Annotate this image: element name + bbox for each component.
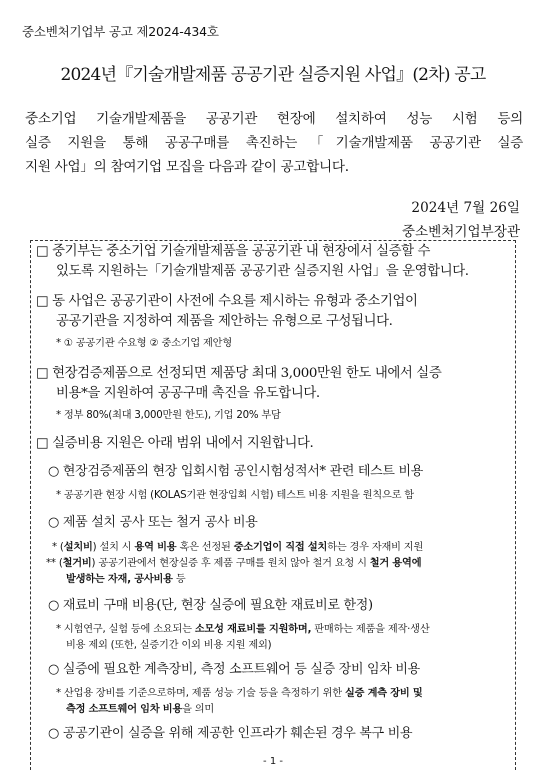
item-line: 있도록 지원하는「기술개발제품 공공기관 실증지원 사업」을 운영합니다. <box>56 264 469 279</box>
section-item <box>36 292 514 332</box>
page-number: - 1 - <box>263 756 283 767</box>
note-text: * 산업용 장비를 기준으로하며, 제품 성능 기술 등을 측정하기 위한 <box>56 688 345 699</box>
issuing-organization: 중소벤처기업부장관 <box>401 224 520 240</box>
section-item <box>36 364 514 404</box>
sub-item-note: * 공공기관 현장 시험 (KOLAS기관 현장입회 시험) 테스트 비용 지원을 원칙으로 함 <box>56 490 414 501</box>
item-note: * ① 공공기관 수요형 ② 중소기업 제안형 <box>56 338 232 349</box>
intro-paragraph <box>25 107 523 179</box>
note-text: 판매하는 제품을 제작·생산 <box>311 624 430 635</box>
note-text: * ( <box>52 542 64 553</box>
note-bold: 중소기업이 직접 설치 <box>233 542 328 553</box>
sub-item: ○ 제품 설치 공사 또는 철거 공사 비용 <box>48 515 258 530</box>
sub-item: ○ 현장검증제품의 현장 입회시험 공인시험성적서* 관련 테스트 비용 <box>48 464 424 479</box>
sub-item: ○ 실증에 필요한 계측장비, 측정 소프트웨어 등 실증 장비 임차 비용 <box>48 662 420 677</box>
item-line: 비용*을 지원하여 공공구매 촉진을 유도합니다. <box>56 386 320 401</box>
item-note: * 정부 80%(최대 3,000만원 한도), 기업 20% 부담 <box>56 410 281 421</box>
note-bold: 측정 소프트웨어 임차 비용 <box>66 704 183 715</box>
intro-line: 중소기업 기술개발제품을 공공기관 현장에 설치하여 성능 시험 등의 <box>25 111 523 127</box>
sub-item: ○ 재료비 구매 비용(단, 현장 실증에 필요한 재료비로 한정) <box>48 598 373 613</box>
sub-item: ○ 공공기관이 실증을 위해 제공한 인프라가 훼손된 경우 복구 비용 <box>48 726 413 741</box>
note-text: 등 <box>172 574 186 585</box>
intro-line: 실증 지원을 통해 공공구매를 촉진하는「기술개발제품 공공기관 실증 <box>25 135 523 151</box>
note-bold: 발생하는 자재, 공사비용 <box>66 574 173 585</box>
note-text: ) 공공기관에서 현장실증 후 제품 구매를 원치 않아 철거 요청 시 <box>91 558 370 569</box>
item-line: 공공기관을 지정하여 제품을 제안하는 유형으로 구성됩니다. <box>56 314 393 329</box>
intro-line: 지원 사업」의 참여기업 모집을 다음과 같이 공고합니다. <box>25 159 349 175</box>
sub-item-note <box>52 540 514 556</box>
note-text: * 시험연구, 실험 등에 소요되는 <box>56 624 195 635</box>
announcement-date: 2024년 7월 26일 <box>411 200 520 216</box>
item-line: □ 실증비용 지원은 아래 범위 내에서 지원합니다. <box>36 436 314 451</box>
note-text: 혹은 선정된 <box>176 542 234 553</box>
note-bold: 용역 비용 <box>134 542 177 553</box>
section-item <box>36 434 514 454</box>
note-text: ** ( <box>46 558 63 569</box>
item-line: □ 현장검증제품으로 선정되면 제품당 최대 3,000만원 한도 내에서 실증 <box>36 366 442 381</box>
note-bold: 철거 용역에 <box>369 558 422 569</box>
document-title: 2024년『기술개발제품 공공기관 실증지원 사업』(2차) 공고 <box>60 65 486 85</box>
note-text: 을 의미 <box>182 704 215 715</box>
sub-item-note <box>46 556 514 588</box>
note-bold: 실증 계측 장비 및 <box>344 688 423 699</box>
sub-item-note <box>56 686 514 718</box>
item-line: □ 동 사업은 공공기관이 사전에 수요를 제시하는 유형과 중소기업이 <box>36 294 418 309</box>
section-item <box>36 242 514 282</box>
note-bold: 설치비 <box>63 542 93 553</box>
item-line: □ 중기부는 중소기업 기술개발제품을 공공기관 내 현장에서 실증할 수 <box>36 244 431 259</box>
sub-item-note <box>56 622 514 654</box>
note-text: ) 설치 시 <box>92 542 135 553</box>
note-bold: 철거비 <box>62 558 92 569</box>
note-text: 비용 제외 (또한, 실증기간 이외 비용 지원 제외) <box>66 640 272 651</box>
note-text: 하는 경우 자재비 지원 <box>327 542 424 553</box>
document-number: 중소벤처기업부 공고 제2024-434호 <box>22 24 219 39</box>
note-bold: 소모성 재료비를 지원하며, <box>194 624 312 635</box>
